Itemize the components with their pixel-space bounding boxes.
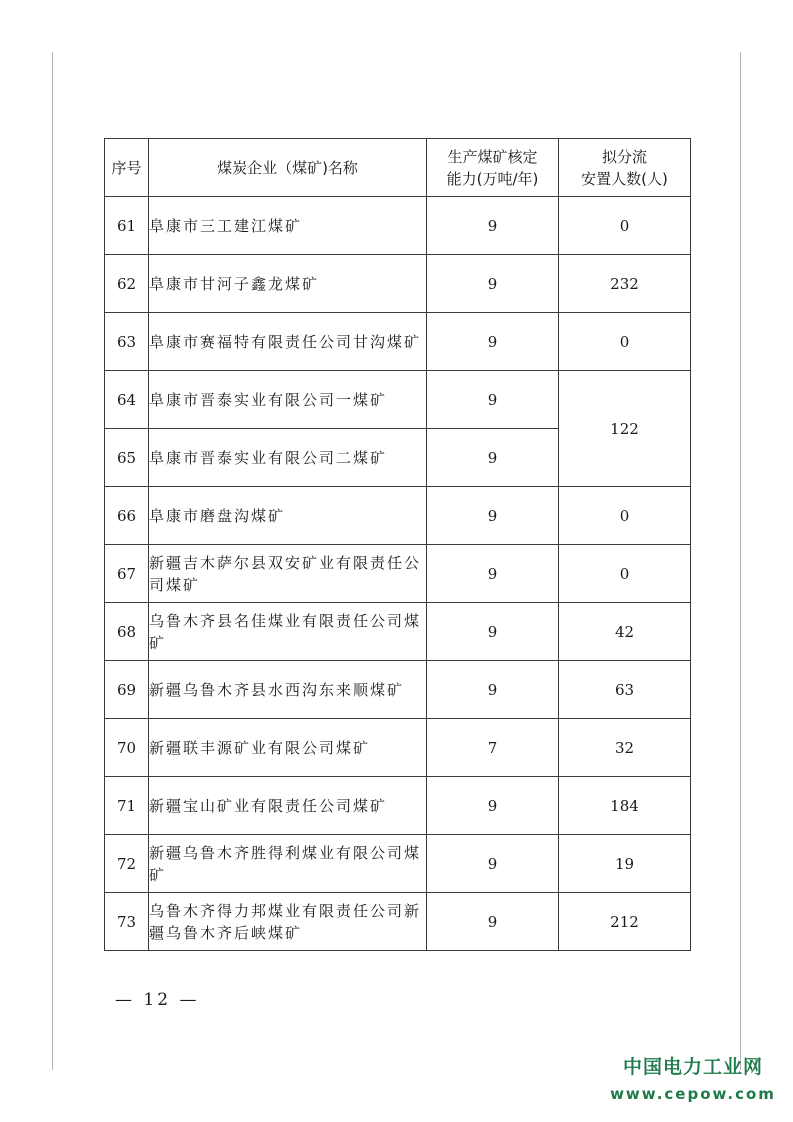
staff-count: 0 — [559, 545, 691, 603]
capacity-value: 7 — [427, 719, 559, 777]
row-number: 61 — [105, 197, 149, 255]
staff-count: 0 — [559, 197, 691, 255]
mine-name: 阜康市甘河子鑫龙煤矿 — [149, 255, 427, 313]
header-capacity-line1: 生产煤矿核定 — [447, 147, 538, 166]
header-capacity-line2: 能力(万吨/年) — [446, 169, 539, 188]
right-margin-line — [740, 52, 741, 1070]
capacity-value: 9 — [427, 313, 559, 371]
row-number: 62 — [105, 255, 149, 313]
table-row — [105, 255, 691, 313]
staff-count: 19 — [559, 835, 691, 893]
row-number: 66 — [105, 487, 149, 545]
table-row — [105, 371, 691, 429]
row-number: 73 — [105, 893, 149, 951]
staff-count: 32 — [559, 719, 691, 777]
table-row — [105, 835, 691, 893]
table-row — [105, 893, 691, 951]
mine-name: 新疆吉木萨尔县双安矿业有限责任公司煤矿 — [149, 545, 427, 603]
capacity-value: 9 — [427, 893, 559, 951]
staff-count: 0 — [559, 487, 691, 545]
mine-name: 阜康市晋泰实业有限公司一煤矿 — [149, 371, 427, 429]
row-number: 72 — [105, 835, 149, 893]
header-enterprise-name: 煤炭企业（煤矿)名称 — [149, 139, 427, 197]
row-number: 70 — [105, 719, 149, 777]
mine-name: 新疆联丰源矿业有限公司煤矿 — [149, 719, 427, 777]
row-number: 68 — [105, 603, 149, 661]
capacity-value: 9 — [427, 371, 559, 429]
capacity-value: 9 — [427, 835, 559, 893]
mine-name: 新疆乌鲁木齐胜得利煤业有限公司煤矿 — [149, 835, 427, 893]
capacity-value: 9 — [427, 197, 559, 255]
staff-count: 232 — [559, 255, 691, 313]
row-number: 65 — [105, 429, 149, 487]
staff-count: 212 — [559, 893, 691, 951]
row-number: 67 — [105, 545, 149, 603]
table-row — [105, 197, 691, 255]
mine-name: 新疆乌鲁木齐县水西沟东来顺煤矿 — [149, 661, 427, 719]
header-capacity — [427, 139, 559, 197]
row-number: 63 — [105, 313, 149, 371]
row-number: 69 — [105, 661, 149, 719]
table-row — [105, 603, 691, 661]
table-header-row — [105, 139, 691, 197]
capacity-value: 9 — [427, 487, 559, 545]
page-number: — 12 — — [115, 990, 200, 1010]
table-row — [105, 487, 691, 545]
capacity-value: 9 — [427, 545, 559, 603]
capacity-value: 9 — [427, 777, 559, 835]
row-number: 71 — [105, 777, 149, 835]
row-number: 64 — [105, 371, 149, 429]
staff-count-merged: 122 — [559, 371, 691, 487]
header-staff-line1: 拟分流 — [601, 147, 647, 166]
table-row — [105, 661, 691, 719]
capacity-value: 9 — [427, 429, 559, 487]
mine-name: 阜康市磨盘沟煤矿 — [149, 487, 427, 545]
site-name-logo: 中国电力工业网 — [622, 1056, 763, 1078]
capacity-value: 9 — [427, 661, 559, 719]
table-row — [105, 719, 691, 777]
table-row — [105, 777, 691, 835]
mine-name: 乌鲁木齐县名佳煤业有限责任公司煤矿 — [149, 603, 427, 661]
site-watermark — [600, 1055, 786, 1105]
coal-mine-table — [104, 138, 691, 951]
staff-count: 184 — [559, 777, 691, 835]
capacity-value: 9 — [427, 255, 559, 313]
header-staff — [559, 139, 691, 197]
mine-name: 新疆宝山矿业有限责任公司煤矿 — [149, 777, 427, 835]
mine-name: 阜康市赛福特有限责任公司甘沟煤矿 — [149, 313, 427, 371]
staff-count: 63 — [559, 661, 691, 719]
table-row — [105, 545, 691, 603]
mine-name: 阜康市三工建江煤矿 — [149, 197, 427, 255]
capacity-value: 9 — [427, 603, 559, 661]
staff-count: 0 — [559, 313, 691, 371]
mine-name: 乌鲁木齐得力邦煤业有限责任公司新疆乌鲁木齐后峡煤矿 — [149, 893, 427, 951]
header-staff-line2: 安置人数(人) — [581, 169, 668, 188]
header-serial-number: 序号 — [105, 139, 149, 197]
mine-name: 阜康市晋泰实业有限公司二煤矿 — [149, 429, 427, 487]
staff-count: 42 — [559, 603, 691, 661]
table-row — [105, 313, 691, 371]
site-url-logo: www.cepow.com — [610, 1085, 776, 1103]
left-margin-line — [52, 52, 53, 1070]
